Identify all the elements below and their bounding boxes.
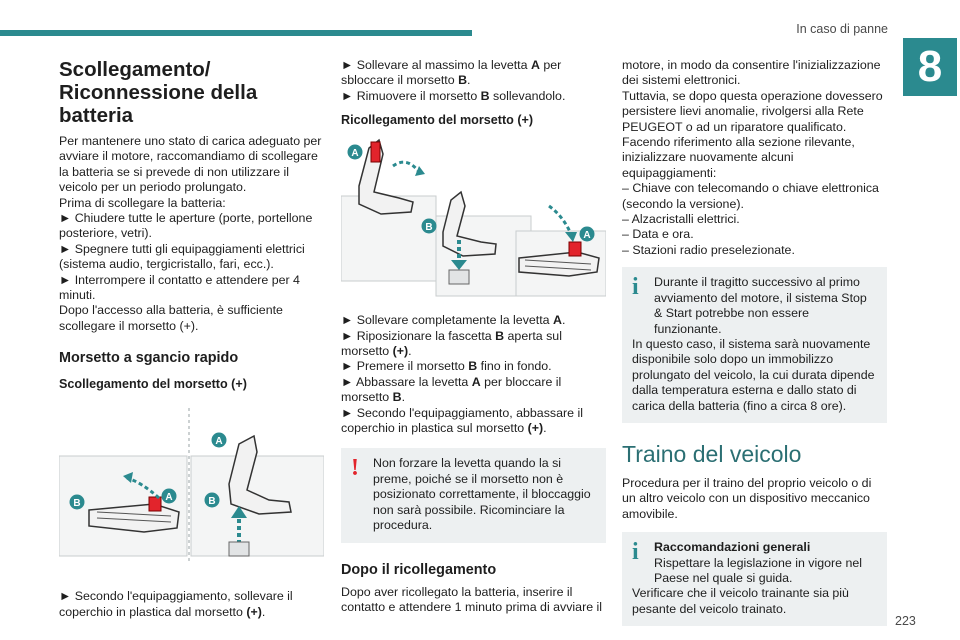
after-reconnect-text: Dopo aver ricollegato la batteria, inserire il contatto e attendere 1 minuto prima di avviare il <box>341 584 603 614</box>
label-b: B <box>425 222 433 234</box>
info-text: In questo caso, il sistema sarà nuovamente disponibile solo dopo un immobilizzo prolungato del veicolo, la cui durata dipende dalla temperatura esterna e dallo stato di carica della batteria (fino a circa 8 ore). <box>632 336 875 413</box>
chapter-badge: 8 <box>903 38 957 96</box>
label-a: A <box>215 436 223 448</box>
disconnect-illustration <box>59 404 324 569</box>
before-label: Prima di scollegare la batteria: <box>59 195 226 210</box>
towing-title: Traino del veicolo <box>622 440 802 467</box>
lift-arrow <box>393 162 419 172</box>
reconnect-illustration <box>341 136 606 301</box>
battery-section-title: Scollegamento/ Riconnessione della batteria <box>59 58 258 127</box>
towing-text: Procedura per il traino del proprio veicolo o di un altro veicolo con un dispositivo meccanico amovibile. <box>622 475 872 521</box>
reinit-text: Facendo riferimento alla sezione rilevante, inizializzare nuovamente alcuni equipaggiamenti: <box>622 135 855 180</box>
info-text: Rispettare la legislazione in vigore nel Paese nel quale si guida. <box>654 555 863 585</box>
step-item: ► Chiudere tutte le aperture (porte, portellone posteriore, vetri). <box>59 211 313 241</box>
continued-text: motore, in modo da consentire l'inizializzazione dei sistemi elettronici. <box>622 58 881 88</box>
step-item: ► Abbassare la levetta A per bloccare il morsetto B. <box>341 374 562 405</box>
info-icon: i <box>632 274 639 301</box>
after-reconnect-subtitle: Dopo il ricollegamento <box>341 561 497 578</box>
reconnect-subtitle: Ricollegamento del morsetto (+) <box>341 113 534 128</box>
info-box-stop-start <box>622 267 887 423</box>
step-item: ► Rimuovere il morsetto B sollevandolo. <box>341 88 566 103</box>
list-item: – Chiave con telecomando o chiave elettronica (secondo la versione). <box>622 181 879 211</box>
step-item: ► Spegnere tutti gli equipaggiamenti elettrici (sistema audio, tergicristallo, fari, ecc.). <box>59 241 305 272</box>
list-item: – Stazioni radio preselezionate. <box>622 242 795 257</box>
red-lever <box>569 242 581 256</box>
lower-arrow <box>549 206 571 234</box>
step-item: ► Riposizionare la fascetta B aperta sul morsetto (+). <box>341 328 562 359</box>
intro-paragraph: Per mantenere uno stato di carica adeguato per avviare il motore, raccomandiamo di scollegare la batteria se si prevede di non utilizzare il veicolo per un periodo prolungato. <box>59 134 322 195</box>
step-item: ► Premere il morsetto B fino in fondo. <box>341 359 552 374</box>
quick-release-subtitle: Morsetto a sgancio rapido <box>59 350 239 367</box>
raised-clamp <box>359 140 413 214</box>
label-a: A <box>351 148 359 160</box>
label-b: B <box>208 496 216 508</box>
top-accent-bar <box>0 30 472 36</box>
list-item: – Data e ora. <box>622 227 694 242</box>
info-box-towing <box>622 532 887 626</box>
label-a: A <box>583 230 591 242</box>
warning-box <box>341 448 606 542</box>
battery-post <box>449 270 469 284</box>
label-a: A <box>165 492 173 504</box>
page-number: 223 <box>895 614 916 628</box>
cover-step: ► Secondo l'equipaggiamento, sollevare il coperchio in plastica dal morsetto (+). <box>59 589 293 619</box>
info-icon: i <box>632 539 639 566</box>
label-b: B <box>73 498 81 510</box>
red-lever <box>371 142 380 162</box>
column-2 <box>341 58 606 615</box>
section-title: In caso di panne <box>796 22 888 36</box>
warning-text: Non forzare la levetta quando la si preme, poiché se il morsetto non è posizionato correttamente, il bloccaggio non sarà possibile. Ricominciare la procedura. <box>373 456 591 533</box>
red-lever <box>149 497 161 511</box>
info-text: Durante il tragitto successivo al primo avviamento del motore, il sistema Stop & Start potrebbe non essere funzionante. <box>654 275 867 336</box>
warning-exclamation-icon: ! <box>351 455 359 482</box>
problems-text: Tuttavia, se dopo questa operazione dovessero persistere lievi anomalie, rivolgersi alla Rete PEUGEOT o ad un riparatore qualificato. <box>622 88 883 134</box>
battery-post <box>229 542 249 556</box>
info-title: Raccomandazioni generali <box>654 540 811 555</box>
disconnect-subtitle: Scollegamento del morsetto (+) <box>59 377 247 392</box>
column-3 <box>622 58 887 626</box>
step-item: ► Sollevare completamente la levetta A. <box>341 313 566 328</box>
list-item: – Alzacristalli elettrici. <box>622 212 740 227</box>
after-access-paragraph: Dopo l'accesso alla batteria, è sufficiente scollegare il morsetto (+). <box>59 303 283 333</box>
step-item: ► Interrompere il contatto e attendere per 4 minuti. <box>59 272 300 303</box>
step-item: ► Sollevare al massimo la levetta A per sbloccare il morsetto B. <box>341 58 562 88</box>
step-item: ► Secondo l'equipaggiamento, abbassare il coperchio in plastica sul morsetto (+). <box>341 405 583 436</box>
column-1 <box>59 58 324 620</box>
info-text: Verificare che il veicolo trainante sia più pesante del veicolo trainato. <box>632 586 849 616</box>
